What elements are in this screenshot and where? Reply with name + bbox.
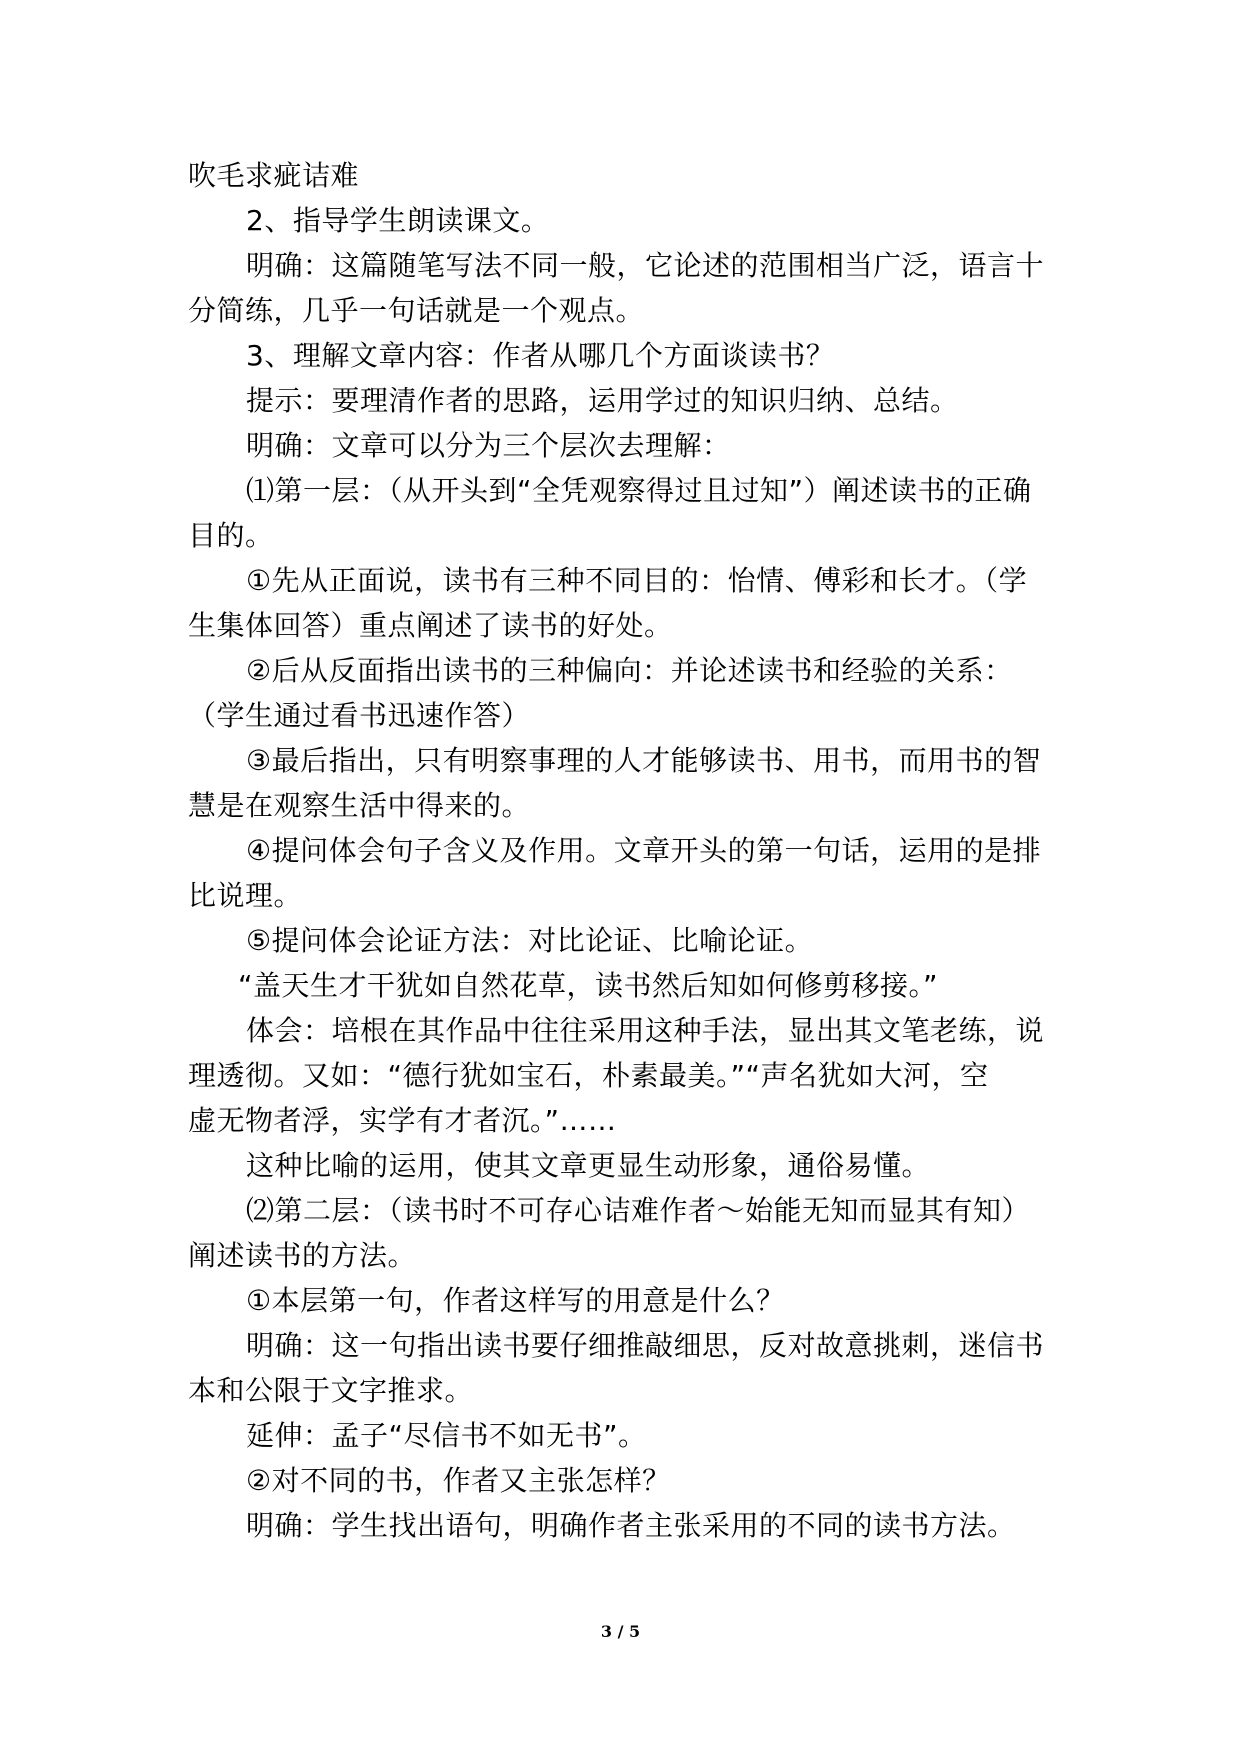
text-line: 本和公限于文字推求。 xyxy=(188,1374,474,1407)
text-line: ②对不同的书，作者又主张怎样？ xyxy=(246,1464,671,1497)
text-line: 生集体回答）重点阐述了读书的好处。 xyxy=(188,609,673,642)
text-line: 吹毛求疵诘难 xyxy=(188,159,360,192)
text-line: 分简练，几乎一句话就是一个观点。 xyxy=(188,294,645,327)
text-line: ⑤提问体会论证方法：对比论证、比喻论证。 xyxy=(246,924,814,957)
text-line: 慧是在观察生活中得来的。 xyxy=(188,789,531,822)
text-line: 明确：文章可以分为三个层次去理解： xyxy=(246,429,731,462)
text-line: 提示：要理清作者的思路，运用学过的知识归纳、总结。 xyxy=(246,384,959,417)
text-line: 阐述读书的方法。 xyxy=(188,1239,417,1272)
text-line: 目的。 xyxy=(188,519,274,552)
text-line: 体会：培根在其作品中往往采用这种手法，显出其文笔老练，说 xyxy=(246,1014,1045,1047)
text-line: 理透彻。又如：“德行犹如宝石，朴素最美。”“声名犹如大河，空 xyxy=(188,1059,989,1092)
text-line: ⑵第二层：（读书时不可存心诘难作者～始能无知而显其有知） xyxy=(246,1194,1031,1227)
text-line: ①本层第一句，作者这样写的用意是什么？ xyxy=(246,1284,785,1317)
text-line: 2、指导学生朗读课文。 xyxy=(246,204,550,237)
text-line: ①先从正面说，读书有三种不同目的：怡情、傅彩和长才。（学 xyxy=(246,564,1028,597)
text-line: ④提问体会句子含义及作用。文章开头的第一句话，运用的是排 xyxy=(246,834,1042,867)
text-line: 延伸：孟子“尽信书不如无书”。 xyxy=(246,1419,647,1452)
text-line: 比说理。 xyxy=(188,879,303,912)
text-line: 明确：这一句指出读书要仔细推敲细思，反对故意挑刺，迷信书 xyxy=(246,1329,1045,1362)
text-line: 明确：这篇随笔写法不同一般，它论述的范围相当广泛，语言十 xyxy=(246,249,1045,282)
text-line: 这种比喻的运用，使其文章更显生动形象，通俗易懂。 xyxy=(246,1149,931,1182)
text-line: 虚无物者浮，实学有才者沉。”…… xyxy=(188,1104,617,1137)
text-line: ③最后指出，只有明察事理的人才能够读书、用书，而用书的智 xyxy=(246,744,1042,777)
text-line: ⑴第一层：（从开头到“全凭观察得过且过知”）阐述读书的正确 xyxy=(246,474,1032,507)
text-line: 明确：学生找出语句，明确作者主张采用的不同的读书方法。 xyxy=(246,1509,1016,1542)
text-line: ②后从反面指出读书的三种偏向：并论述读书和经验的关系： xyxy=(246,654,1013,687)
text-line: （学生通过看书迅速作答） xyxy=(188,699,531,732)
text-line: “盖天生才干犹如自然花草，读书然后知如何修剪移接。” xyxy=(238,969,939,1002)
document-body xyxy=(188,153,1058,1548)
text-line: 3、理解文章内容：作者从哪几个方面谈读书？ xyxy=(246,339,835,372)
page-number: 3 / 5 xyxy=(600,1622,641,1641)
